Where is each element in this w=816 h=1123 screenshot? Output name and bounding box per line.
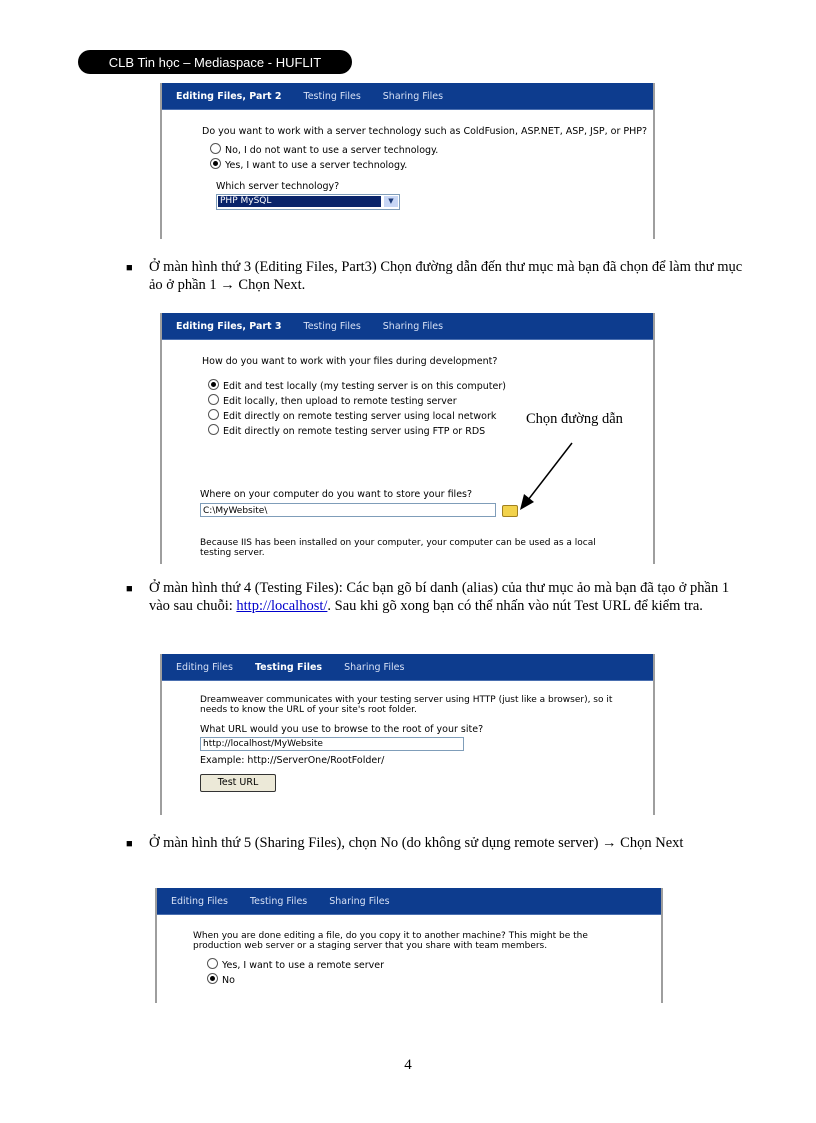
tab-testing-files[interactable]: Testing Files <box>303 90 361 102</box>
tab-editing-files[interactable]: Editing Files <box>171 895 228 907</box>
bullet-icon: ■ <box>126 838 133 850</box>
tab-editing-files-part2[interactable]: Editing Files, Part 2 <box>176 90 282 102</box>
paragraph-step3: Ở màn hình thứ 3 (Editing Files, Part3) Chọn đường dẫn đến thư mục mà bạn đã chọn để làm thư mục ảo ở phần 1 → Chọn Next. <box>149 259 743 293</box>
localhost-link[interactable]: http://localhost/ <box>236 598 328 614</box>
screenshot-editing-files-part2 <box>160 83 655 239</box>
url-example: Example: http://ServerOne/RootFolder/ <box>200 755 385 766</box>
option-edit-locally-upload[interactable]: Edit locally, then upload to remote testing server <box>202 394 653 409</box>
page-number: 4 <box>404 1057 412 1073</box>
tab-sharing-files[interactable]: Sharing Files <box>382 90 444 102</box>
option-no-server-tech[interactable]: No, I do not want to use a server technology. <box>202 143 653 158</box>
tab-testing-files[interactable]: Testing Files <box>303 320 361 332</box>
tab-testing-files[interactable]: Testing Files <box>249 895 308 907</box>
testing-description: Dreamweaver communicates with your testing server using HTTP (just like a browser), so it needs to know the URL of your site's root folder. <box>200 695 613 715</box>
radio-selected-icon[interactable] <box>207 973 218 984</box>
paragraph-step5: Ở màn hình thứ 5 (Sharing Files), chọn No (do không sử dụng remote server) → Chọn Next <box>149 835 684 851</box>
wizard-tab-bar <box>157 888 661 915</box>
radio-selected-icon[interactable] <box>208 379 219 390</box>
radio-icon[interactable] <box>208 424 219 435</box>
wizard-tab-bar <box>162 83 653 110</box>
screenshot-editing-files-part3 <box>160 313 655 564</box>
local-path-input[interactable]: C:\MyWebsite\ <box>200 503 496 517</box>
paragraph-step4: Ở màn hình thứ 4 (Testing Files): Các bạn gõ bí danh (alias) của thư mục ảo mà bạn đã tạo ở phần 1 vào sau chuỗi: http://localhost/. Sau khi gõ xong bạn có thể nhấn vào nút Test URL để kiểm tra. <box>149 580 730 614</box>
option-edit-test-locally[interactable]: Edit and test locally (my testing server is on this computer) <box>202 379 653 394</box>
radio-icon[interactable] <box>210 143 221 154</box>
bullet-icon: ■ <box>126 262 133 274</box>
tab-testing-files[interactable]: Testing Files <box>254 661 323 673</box>
development-question: How do you want to work with your files during development? <box>202 356 498 367</box>
tab-sharing-files[interactable]: Sharing Files <box>382 320 444 332</box>
tab-sharing-files[interactable]: Sharing Files <box>329 895 390 907</box>
screenshot-sharing-files <box>155 888 663 1003</box>
tab-editing-files[interactable]: Editing Files <box>176 661 233 673</box>
server-tech-select-value: PHP MySQL <box>218 196 381 207</box>
radio-selected-icon[interactable] <box>210 158 221 169</box>
wizard-tab-bar <box>162 654 653 681</box>
annotation-arrow-icon <box>512 438 582 513</box>
radio-icon[interactable] <box>207 958 218 969</box>
store-files-label: Where on your computer do you want to store your files? <box>200 489 473 500</box>
folder-icon[interactable] <box>502 505 518 517</box>
option-yes-server-tech[interactable]: Yes, I want to use a server technology. <box>202 158 653 173</box>
annotation-choose-path: Chọn đường dẫn <box>526 411 623 427</box>
bullet-icon: ■ <box>126 583 133 595</box>
test-url-button[interactable]: Test URL <box>200 774 276 792</box>
server-tech-question: Do you want to work with a server technology such as ColdFusion, ASP.NET, ASP, JSP, or PHP? <box>202 126 648 137</box>
server-tech-select[interactable] <box>216 194 400 210</box>
option-no-remote-server[interactable]: No <box>193 973 661 988</box>
option-edit-remote-network[interactable]: Edit directly on remote testing server using local network <box>202 409 653 424</box>
iis-note: Because IIS has been installed on your computer, your computer can be used as a local testing server. <box>200 538 596 558</box>
chevron-down-icon[interactable]: ▼ <box>384 196 398 207</box>
tab-editing-files-part3[interactable]: Editing Files, Part 3 <box>176 320 282 332</box>
url-label: What URL would you use to browse to the root of your site? <box>200 724 484 735</box>
sharing-question: When you are done editing a file, do you copy it to another machine? This might be the production web server or a staging server that you share with team members. <box>193 931 588 951</box>
radio-icon[interactable] <box>208 394 219 405</box>
option-edit-remote-ftp[interactable]: Edit directly on remote testing server using FTP or RDS <box>202 424 653 439</box>
wizard-tab-bar <box>162 313 653 340</box>
option-yes-remote-server[interactable]: Yes, I want to use a remote server <box>193 958 661 973</box>
which-tech-label: Which server technology? <box>216 181 340 192</box>
radio-icon[interactable] <box>208 409 219 420</box>
tab-sharing-files[interactable]: Sharing Files <box>344 661 405 673</box>
url-prefix-input[interactable]: http://localhost/MyWebsite <box>200 737 464 751</box>
header-banner: CLB Tin học – Mediaspace - HUFLIT <box>78 50 352 74</box>
screenshot-testing-files <box>160 654 655 815</box>
